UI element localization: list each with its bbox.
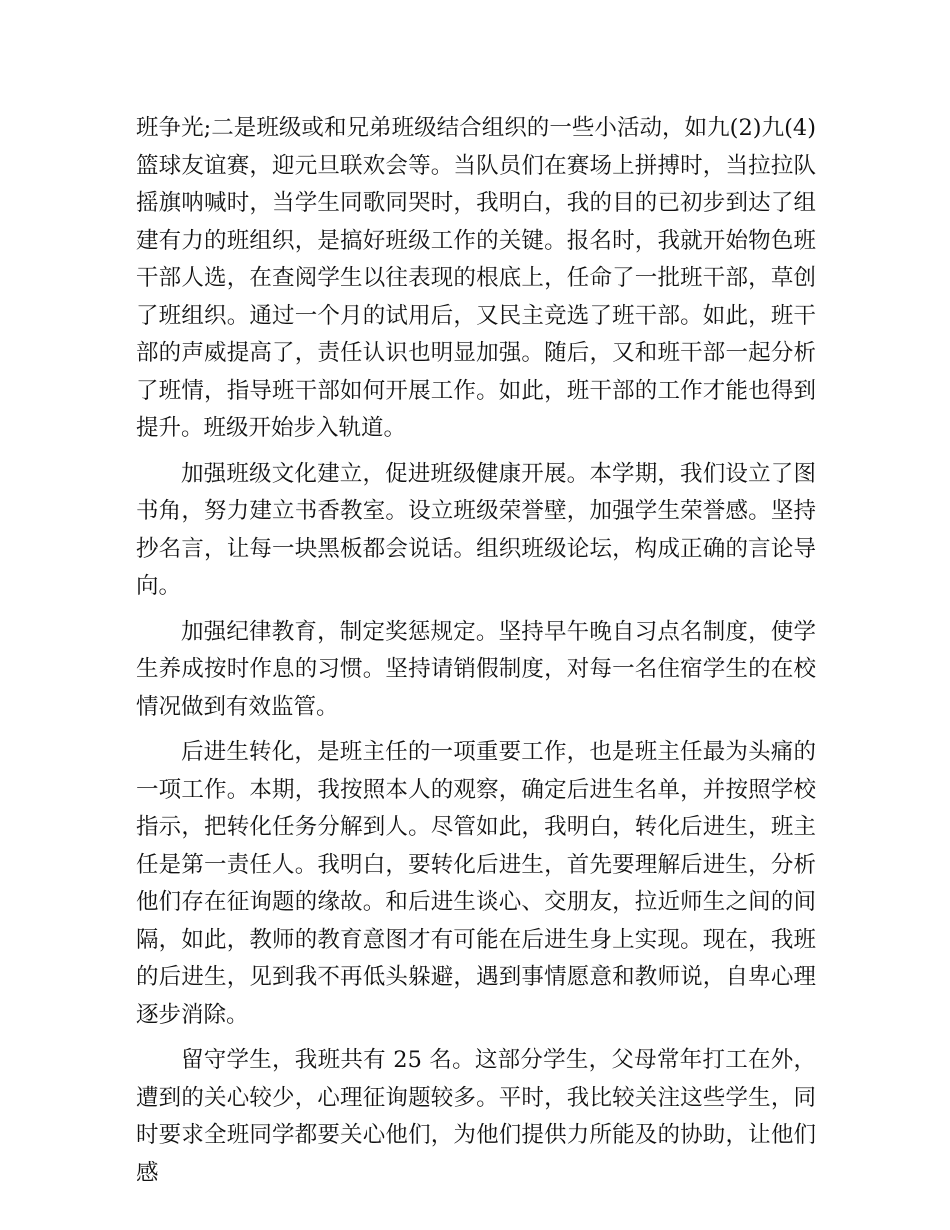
paragraph-5: 留守学生，我班共有 25 名。这部分学生，父母常年打工在外，遭到的关心较少，心理征询题较多。平时，我比较关注这些学生，同时要求全班同学都要关心他们，为他们提供力所能及的协助，让他们感 <box>136 1047 816 1186</box>
document-page <box>136 110 816 1192</box>
paragraph-3: 加强纪律教育，制定奖惩规定。坚持早午晚自习点名制度，使学生养成按时作息的习惯。坚持请销假制度，对每一名住宿学生的在校情况做到有效监管。 <box>136 618 816 720</box>
paragraph-2: 加强班级文化建立，促进班级健康开展。本学期，我们设立了图书角，努力建立书香教室。设立班级荣誉壁，加强学生荣誉感。坚持抄名言，让每一块黑板都会说话。组织班级论坛，构成正确的言论导向。 <box>136 460 816 599</box>
paragraph-4: 后进生转化，是班主任的一项重要工作，也是班主任最为头痛的一项工作。本期，我按照本人的观察，确定后进生名单，并按照学校指示，把转化任务分解到人。尽管如此，我明白，转化后进生，班主任是第一责任人。我明白，要转化后进生，首先要理解后进生，分析他们存在征询题的缘故。和后进生谈心、交朋友，拉近师生之间的间隔，如此，教师的教育意图才有可能在后进生身上实现。现在，我班的后进生，见到我不再低头躲避，遇到事情愿意和教师说，自卑心理逐步消除。 <box>136 739 816 1028</box>
paragraph-1: 班争光;二是班级或和兄弟班级结合组织的一些小活动，如九(2)九(4)篮球友谊赛，迎元旦联欢会等。当队员们在赛场上拼搏时，当拉拉队摇旗呐喊时，当学生同歌同哭时，我明白，我的目的已初步到达了组建有力的班组织，是搞好班级工作的关键。报名时，我就开始物色班干部人选，在查阅学生以往表现的根底上，任命了一批班干部，草创了班组织。通过一个月的试用后，又民主竞选了班干部。如此，班干部的声威提高了，责任认识也明显加强。随后，又和班干部一起分析了班情，指导班干部如何开展工作。如此，班干部的工作才能也得到提升。班级开始步入轨道。 <box>136 115 816 441</box>
